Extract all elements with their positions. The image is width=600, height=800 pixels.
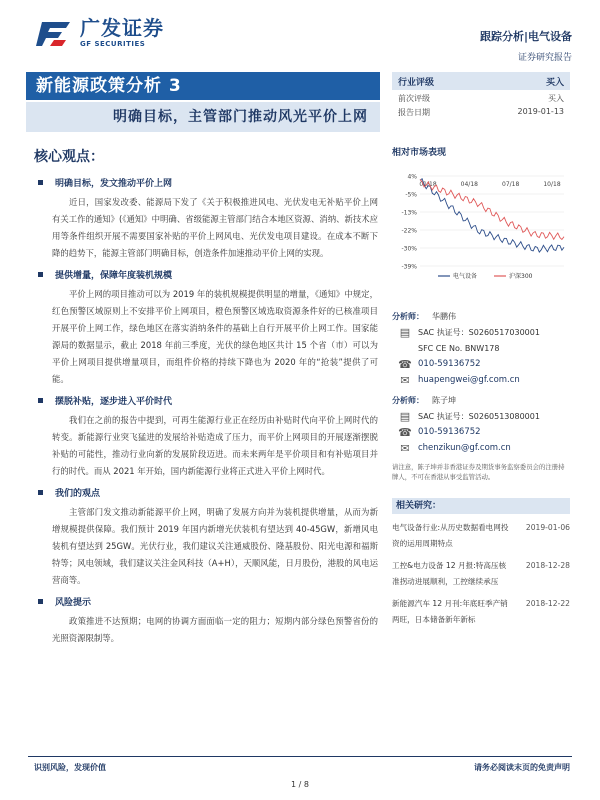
related-item[interactable] — [392, 520, 570, 552]
title-block — [26, 72, 380, 132]
prev-rating-label: 前次评级 — [398, 94, 430, 103]
mail-icon: ✉ — [400, 441, 410, 455]
report-date-row — [392, 104, 570, 118]
bullet-icon — [38, 490, 43, 495]
main-body — [36, 170, 378, 647]
footer-slogan: 识别风险，发现价值 — [34, 763, 106, 772]
report-type: 证券研究报告 — [517, 53, 572, 63]
related-item-date: 2018-12-28 — [525, 561, 570, 570]
section-paragraph: 近日，国家发改委、能源局下发了《关于积极推进风电、光伏发电无补贴平价上网有关工作的通知》(《通知》中明确、省级能源主管部门结合本地区资源、消纳、新技术应用等条件组织开展不需要国家补贴的平价上网风电、光伏发电项目建设。在成本不断下降的趋势下，能源主管部门明确目标，创造条件加速推动平价上网的实现。 — [52, 197, 378, 258]
analyst-email-row[interactable] — [392, 372, 570, 388]
y-tick-label: -30% — [401, 245, 417, 253]
y-tick-label: -5% — [405, 191, 417, 199]
analyst-sac-row — [392, 324, 570, 340]
section-heading-text: 风险提示 — [55, 598, 92, 608]
section-heading — [36, 394, 378, 407]
related-title: 相关研究： — [392, 498, 570, 514]
prev-rating-row — [392, 90, 570, 104]
analyst-email-row[interactable] — [392, 440, 570, 456]
page-number: 1 / 8 — [291, 780, 309, 789]
related-research — [392, 498, 570, 628]
analyst-phone: 010-59136752 — [418, 359, 481, 369]
analyst-disclaimer: 请注意，陈子坤并非香港证券及期货事务监察委员会的注册持牌人，不可在香港从事受监管活动。 — [392, 463, 565, 481]
section-heading-text: 我们的观点 — [55, 489, 101, 499]
x-tick-label: 10/18 — [543, 181, 561, 188]
rating-value: 买入 — [545, 77, 564, 88]
footer-disclaimer: 请务必阅读末页的免责声明 — [474, 763, 570, 772]
analyst-email[interactable]: chenzikun@gf.com.cn — [418, 443, 511, 453]
brand-name-cn: 广发证券 — [80, 16, 164, 40]
legend-label: 沪深300 — [509, 273, 533, 280]
section-heading — [36, 486, 378, 499]
rating-panel — [392, 72, 570, 118]
y-tick-label: -13% — [401, 209, 417, 217]
analyst-sac: SAC 执证号：S0260517030001 — [418, 327, 540, 337]
analyst-phone: 010-59136752 — [418, 427, 481, 437]
analyst-phone-row — [392, 356, 570, 372]
core-view-heading: 核心观点： — [34, 149, 104, 165]
bullet-icon — [38, 398, 43, 403]
phone-icon: ☎ — [398, 425, 412, 439]
report-date-value: 2019-01-13 — [517, 107, 564, 116]
id-card-icon: ▤ — [399, 325, 411, 339]
analyst-phone-row — [392, 424, 570, 440]
x-tick-label: 07/18 — [502, 181, 520, 188]
analyst-sfc-row — [392, 340, 570, 356]
section-heading-text: 明确目标，发文推动平价上网 — [55, 179, 173, 189]
analyst-role: 分析师： — [392, 395, 424, 405]
section-paragraph: 主管部门发文推动新能源平价上网，明确了发展方向并为装机提供增量，从而为新增规模提供保障。我们预计 2019 年国内新增光伏装机有望达到 40-45GW，新增风电装机有望达到 25GW。光伏行业，我们建议关注通威股份、隆基股份、阳光电源和福斯特等；风电领域，我们建议关注金风科技（A+H），天顺风能，日月股份，港股的风电运营商等。 — [52, 507, 378, 585]
performance-chart — [392, 170, 570, 286]
x-tick-label: 04/18 — [460, 181, 478, 188]
header-right — [480, 28, 572, 63]
section-heading-text: 提供增量，保障年度装机规模 — [55, 271, 173, 281]
section-paragraph: 政策推进不达预期；电网的协调方面面临一定的阻力；短期内部分绿色预警省份的光照资源限制等。 — [52, 616, 378, 643]
prev-rating-value: 买入 — [548, 94, 564, 103]
related-item-date: 2019-01-06 — [525, 523, 570, 532]
section-heading — [36, 595, 378, 608]
y-tick-label: -22% — [401, 227, 417, 235]
bullet-icon — [38, 599, 43, 604]
series-line — [420, 180, 564, 240]
related-item[interactable] — [392, 558, 570, 590]
analyst-sac-row — [392, 408, 570, 424]
report-title: 新能源政策分析 3 — [26, 72, 380, 100]
rating-bar — [392, 72, 570, 90]
analyst-name: 华鹏伟 — [432, 311, 456, 321]
analyst-sac: SAC 执证号：S0260513080001 — [418, 411, 540, 421]
rating-label: 行业评级 — [398, 77, 435, 88]
section-heading-text: 摆脱补贴，逐步进入平价时代 — [55, 397, 173, 407]
footer-divider — [28, 756, 572, 757]
logo — [36, 18, 164, 48]
performance-title: 相对市场表现 — [392, 148, 447, 158]
related-item[interactable] — [392, 596, 570, 628]
related-item-date: 2018-12-22 — [525, 599, 570, 608]
y-tick-label: 4% — [407, 173, 417, 181]
report-subtitle: 明确目标，主管部门推动风光平价上网 — [26, 102, 380, 132]
phone-icon: ☎ — [398, 357, 412, 371]
analyst-email[interactable]: huapengwei@gf.com.cn — [418, 375, 520, 385]
related-item-text[interactable]: 新能源汽车 12 月刊:年底旺季产销两旺，日本储备新年新标 — [392, 599, 508, 624]
report-category: 跟踪分析|电气设备 — [479, 30, 572, 43]
mail-icon: ✉ — [400, 373, 410, 387]
analyst-panel — [392, 308, 570, 482]
gf-logo-icon — [36, 18, 76, 48]
section-paragraph: 平价上网的项目推动可以为 2019 年的装机规模提供明显的增量，《通知》中规定，红色预警区域原则上不安排平价上网项目，橙色预警区域选取资源条件好的已核准项目开展平价上网工作，绿色地区在落实消纳条件的基础上自行开展平价上网工作。国家能源局的数据显示，截止 2018 年前三季度，光伏的绿色地区共计 15 个省（市）可以为平价上网项目提供增量项目，而组件价格的持续下降也为 2020 年的“抢装”提供了可能。 — [52, 289, 378, 384]
y-tick-label: -39% — [401, 263, 417, 271]
section-paragraph: 我们在之前的报告中提到，可再生能源行业正在经历由补贴时代向平价上网时代的转变。新能源行业突飞猛进的发展给补贴造成了压力，而平价上网项目的开展逐渐摆脱补贴的可能性，推动行业向新的发展阶段迈进。而未来两年是平价项目和有补贴项目并行的时代。而从 2021 年开始，国内新能源行业将正式进入平价上网时代。 — [52, 415, 378, 476]
analyst-name-row — [392, 308, 570, 324]
analyst-name-row — [392, 392, 570, 408]
section-heading — [36, 268, 378, 281]
x-tick-label: 01/18 — [419, 181, 437, 188]
related-item-text[interactable]: 工控&电力设备 12 月报:特高压核准拐动进展顺利，工控继续承压 — [392, 561, 507, 586]
brand-name-en: GF SECURITIES — [80, 40, 146, 48]
legend-label: 电气设备 — [453, 273, 478, 280]
analyst-sfc: SFC CE No. BNW178 — [418, 343, 500, 353]
bullet-icon — [38, 180, 43, 185]
report-date-label: 报告日期 — [398, 108, 430, 117]
bullet-icon — [38, 272, 43, 277]
section-heading — [36, 176, 378, 189]
related-item-text[interactable]: 电气设备行业:从历史数据看电网投资的运用周期特点 — [392, 523, 509, 548]
analyst-name: 陈子坤 — [432, 395, 456, 405]
analyst-role: 分析师： — [392, 311, 424, 321]
id-card-icon: ▤ — [399, 409, 411, 423]
